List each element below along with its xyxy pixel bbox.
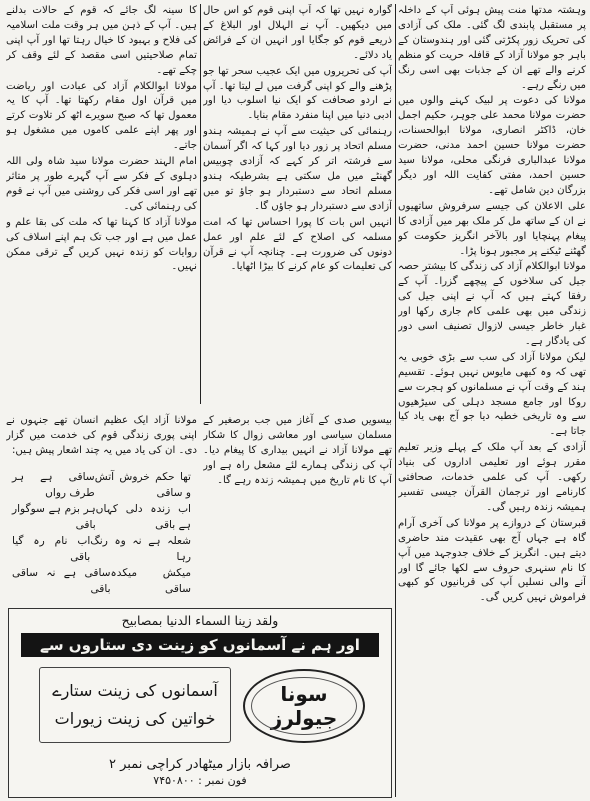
ad-tagline: آسمانوں کی زینت ستارے <box>52 681 218 700</box>
ad-logo-text: سونا جیولرز <box>270 682 338 730</box>
paragraph: لیکن مولانا آزاد کی سب سے بڑی خوبی یہ تھی کہ وہ کبھی مایوس نہیں ہوئے۔ تقسیم ہند کے وقت آپ نے مسلمانوں کو ہجرت سے روکا اور جامع مسجد دہلی کی سیڑھیوں سے وہ تاریخی خطبہ دیا جو آج بھی یاد کیا جاتا ہے۔ <box>398 351 586 438</box>
article-column-left <box>6 4 197 404</box>
ad-address: صرافہ بازار میٹھادر کراچی نمبر ۲ <box>109 757 291 772</box>
ad-banner: اور ہم نے آسمانوں کو زینت دی ستاروں سے <box>21 633 379 657</box>
poem-verse: میکش میکدہ ساقی <box>110 567 191 596</box>
column-divider <box>395 4 396 797</box>
ad-tagline-box <box>39 667 231 743</box>
paragraph: قبرستان کے دروازے پر مولانا کی آخری آرام گاہ ہے جہاں آج بھی عقیدت مند حاضری دیتے ہیں۔ انگریز کے خلاف جدوجہد میں آپ کا نام سنہری حروف سے لکھا جائے گا اور آنے والی نسلیں آپ کی قربانیوں کو کبھی فراموش نہیں کریں گی۔ <box>398 517 586 604</box>
ad-verse-header: ولقد زینا السماء الدنیا بمصابیح <box>121 613 279 628</box>
ad-tagline: خواتین کی زینت زیورات <box>54 709 216 728</box>
poem-verse: تھا حکم خروش آتش و ساقی <box>94 471 191 500</box>
ad-logo-ring <box>251 677 357 735</box>
paragraph: مولانا آزاد ایک عظیم انسان تھے جنہوں نے اپنی پوری زندگی قوم کی خدمت میں گزار دی۔ ان کی یاد میں یہ چند اشعار پیش ہیں: <box>6 415 197 456</box>
poem-couplet <box>6 565 197 597</box>
column-divider <box>200 4 201 404</box>
poem-couplet <box>6 501 197 533</box>
paragraph: رہنمائی کی حیثیت سے آپ نے ہمیشہ ہندو مسلم اتحاد پر زور دیا اور کہا کہ اگر آسمان سے فرشتہ اتر کر کہے کہ آزادی چوبیس گھنٹے میں مل سکتی ہے بشرطیکہ ہندو مسلم اتحاد سے دستبردار ہو جاؤ تو میں آزادی سے دستبردار ہو جاؤں گا۔ <box>203 126 392 212</box>
ad-body <box>9 665 391 761</box>
article-column-right <box>398 4 586 797</box>
poem-couplet <box>6 533 197 565</box>
paragraph: انہیں اس بات کا پورا احساس تھا کہ امت مسلمہ کی اصلاح کے لئے علم اور عمل دونوں کی ضرورت ہے۔ چنانچہ آپ نے قرآن کی تعلیمات کو عام کرنے کا بیڑا اٹھایا۔ <box>203 216 392 273</box>
poem-verse: ہر بزم ہے سوگوار باقی <box>12 503 96 532</box>
poem-verse: اب زندہ دلی کہاں ہے باقی <box>95 503 191 532</box>
poem-verse: ساقی ہے ہر طرف رواں <box>12 471 95 500</box>
poem-verse: اب نام رہ گیا باقی <box>12 535 91 564</box>
paragraph: گوارہ نہیں تھا کہ آپ اپنی قوم کو اس حال میں دیکھیں۔ آپ نے الہلال اور البلاغ کے ذریعے قوم کو جگایا اور انہیں ان کے فرائض یاد دلائے۔ <box>203 5 392 61</box>
poem-verse: شعلہ ہے نہ وہ رنگ رہا <box>90 535 191 564</box>
article-column-middle <box>203 4 392 404</box>
paragraph: وہشتہ مدتھا منت پیش ہوئی آپ کے داخلہ پر مستقبل پابندی لگ گئی۔ ملک کی آزادی کی تحریک زور پکڑتی گئی اور ہندوستان کے باہر جو مولانا آزاد کے قافلہ حریت کو منظم کرنے والے تھے ان کے جذبات بھی اسی رنگ میں رنگے رہے۔ <box>398 5 586 91</box>
paragraph: مولانا ابوالکلام آزاد کی عبادت اور ریاضت میں قرآن اول مقام رکھتا تھا۔ آپ کا یہ معمول تھا کہ صبح سویرے اٹھ کر تلاوت کرتے اور پھر اپنے علمی کاموں میں مشغول ہو جاتے۔ <box>6 80 197 152</box>
article-lower-middle <box>203 404 392 604</box>
paragraph: آزادی کے بعد آپ ملک کے پہلے وزیر تعلیم مقرر ہوئے اور تعلیمی اداروں کی بنیاد رکھی۔ آپ کی علمی خدمات، صحافتی کارنامے اور ترجمان القرآن جیسی تفسیر ہمیشہ زندہ رہیں گی۔ <box>398 442 586 513</box>
ad-phone: فون نمبر : ۷۴۵۰۸۰۰ <box>153 774 247 787</box>
ad-logo <box>243 669 365 743</box>
poem <box>6 469 197 597</box>
paragraph: بیسویں صدی کے آغاز میں جب برصغیر کے مسلمان سیاسی اور معاشی زوال کا شکار تھے مولانا آزاد نے انہیں بیداری کا پیغام دیا۔ آپ کی زندگی ہمارے لئے مشعل راہ ہے اور آپ کا نام تاریخ میں ہمیشہ زندہ رہے گا۔ <box>203 415 392 486</box>
poem-couplet <box>6 469 197 501</box>
paragraph: مولانا ابوالکلام آزاد کی زندگی کا بیشتر حصہ جیل کی سلاخوں کے پیچھے گزرا۔ آپ کے رفقا کہتے ہیں کہ آپ نے اپنی جیل کی زندگی میں بھی علمی کام جاری رکھا اور غبار خاطر جیسی لازوال تصنیف اسی دور کی یادگار ہے۔ <box>398 261 586 347</box>
paragraph: امام الہند حضرت مولانا سید شاہ ولی اللہ دہلوی کے فکر سے آپ گہرے طور پر متاثر تھے اور اسی فکر کی روشنی میں آپ نے قوم کی رہنمائی کی۔ <box>6 156 197 212</box>
paragraph: مولانا کی دعوت پر لبیک کہنے والوں میں حضرت مولانا محمد علی جوہر، حکیم اجمل خان، ڈاکٹر انصاری، مولانا ابوالحسنات، حضرت مولانا حسین احمد مدنی، حضرت مولانا عبدالباری فرنگی محلی، مولانا سید حسین احمد، مفتی کفایت اللہ اور دیگر بزرگان دین شامل تھے۔ <box>398 95 586 196</box>
poem-verse: ساقی ہے نہ ساقی باقی <box>12 567 111 596</box>
paragraph: مولانا آزاد کا کہنا تھا کہ ملت کی بقا علم و عمل میں ہے اور جب تک ہم اپنے اسلاف کی روایات کو زندہ نہیں کریں گے ترقی ممکن نہیں۔ <box>6 216 197 273</box>
jewellers-advertisement <box>8 608 392 798</box>
paragraph: کا سینہ لگ جائے کہ قوم کے حالات بدلنے ہیں۔ آپ کے ذہن میں ہر وقت ملت اسلامیہ کی فلاح و بہبود کا خیال رہتا تھا اور آپ اپنی تمام صلاحیتیں اسی مقصد کے لئے وقف کر چکے تھے۔ <box>6 5 197 76</box>
paragraph: آپ کی تحریروں میں ایک عجیب سحر تھا جو پڑھنے والے کو اپنی گرفت میں لے لیتا تھا۔ آپ نے اردو صحافت کو ایک نیا اسلوب دیا اور ادبی دنیا میں اپنا منفرد مقام بنایا۔ <box>203 65 392 122</box>
paragraph: علی الاعلان کی جیسے سرفروش ساتھیوں نے ان کے ساتھ مل کر ملک بھر میں آزادی کا پیغام پہنچایا اور بالآخر انگریز حکومت کو گھٹنے ٹیکنے پر مجبور ہونا پڑا۔ <box>398 200 586 257</box>
article-lower-left <box>6 404 197 604</box>
